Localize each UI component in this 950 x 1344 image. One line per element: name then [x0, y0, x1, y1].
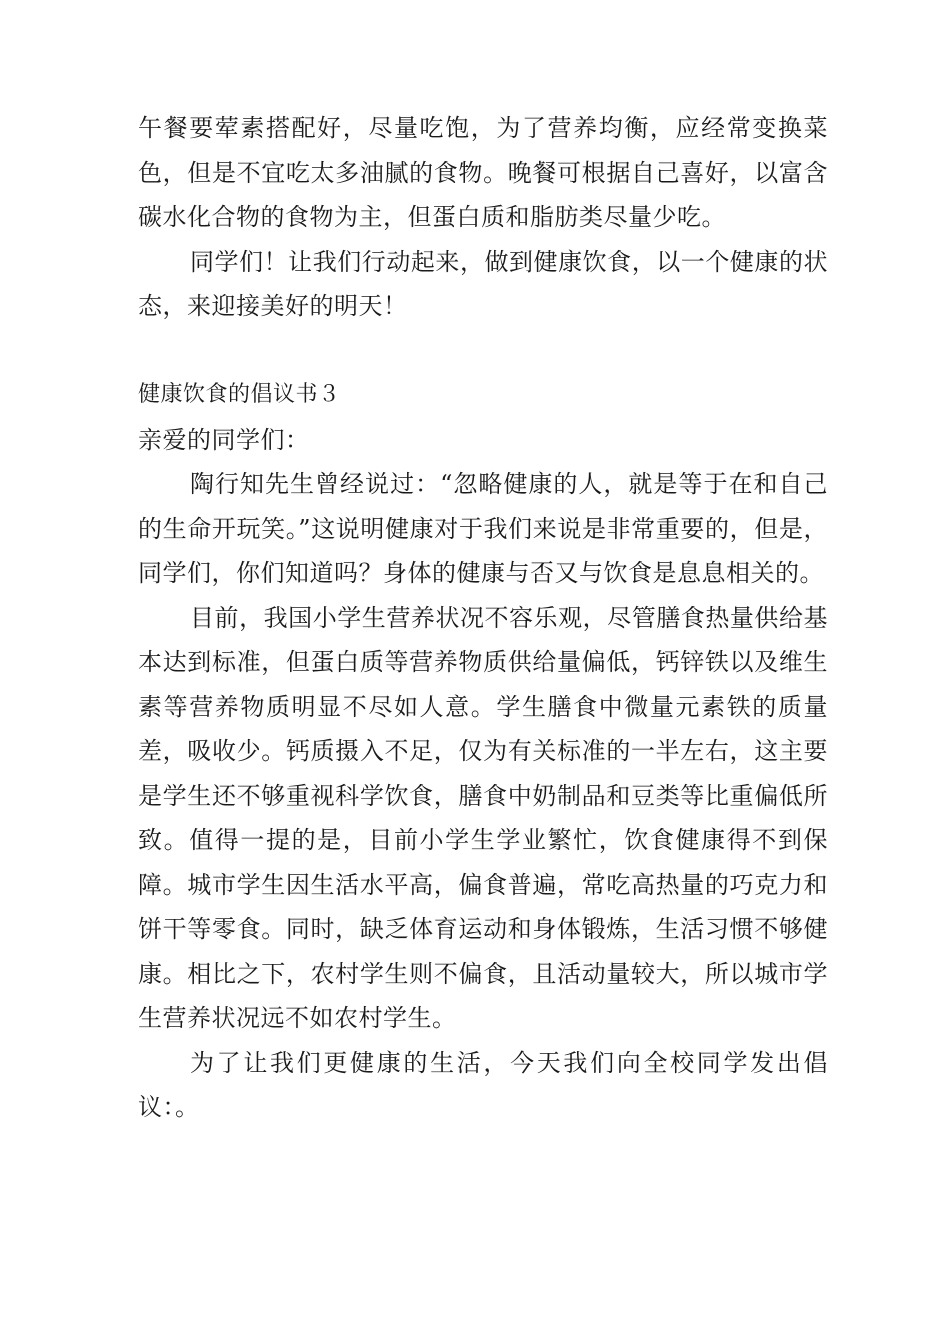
section-top	[138, 106, 828, 329]
paragraph-proposal: 为了让我们更健康的生活，今天我们向全校同学发出倡议：。	[138, 1048, 828, 1121]
salutation: 亲爱的同学们：	[138, 425, 310, 454]
paragraph-call-to-action: 同学们！让我们行动起来，做到健康饮食，以一个健康的状态，来迎接美好的明天！	[138, 247, 828, 320]
paragraph-lunch: 午餐要荤素搭配好，尽量吃饱，为了营养均衡，应经常变换菜色，但是不宜吃太多油腻的食物。晚餐可根据自己喜好，以富含碳水化合物的食物为主，但蛋白质和脂肪类尽量少吃。	[138, 114, 828, 231]
section-heading: 健康饮食的倡议书３	[138, 382, 341, 407]
section-3	[138, 373, 828, 1130]
paragraph-nutrition-status: 目前，我国小学生营养状况不容乐观，尽管膳食热量供给基本达到标准，但蛋白质等营养物质供给量偏低，钙锌铁以及维生素等营养物质明显不尽如人意。学生膳食中微量元素铁的质量差，吸收少。钙质摄入不足，仅为有关标准的一半左右，这主要是学生还不够重视科学饮食，膳食中奶制品和豆类等比重偏低所致。值得一提的是，目前小学生学业繁忙，饮食健康得不到保障。城市学生因生活水平高，偏食普遍，常吃高热量的巧克力和饼干等零食。同时，缺乏体育运动和身体锻炼，生活习惯不够健康。相比之下，农村学生则不偏食，且活动量较大，所以城市学生营养状况远不如农村学生。	[138, 603, 828, 1032]
paragraph-quote: 陶行知先生曾经说过：“忽略健康的人，就是等于在和自己的生命开玩笑。”这说明健康对于我们来说是非常重要的，但是，同学们，你们知道吗？身体的健康与否又与饮食是息息相关的。	[138, 470, 828, 587]
